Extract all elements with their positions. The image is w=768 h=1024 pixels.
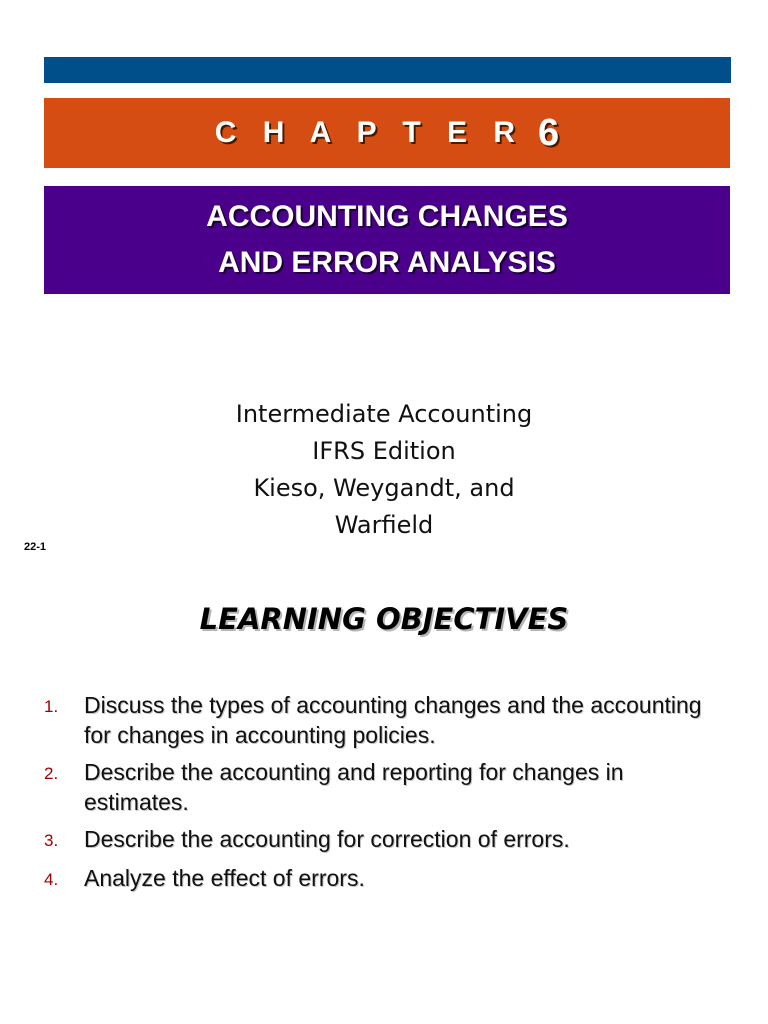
list-item — [44, 824, 734, 856]
objective-text: Describe the accounting for correction of errors. — [84, 826, 570, 852]
chapter-title-line-1: ACCOUNTING CHANGES — [206, 200, 568, 233]
objective-number: 2. — [44, 764, 59, 783]
learning-objectives-list — [44, 690, 734, 902]
objective-text: Describe the accounting and reporting for changes in estimates. — [84, 759, 624, 815]
list-item — [44, 690, 734, 750]
chapter-banner — [44, 98, 730, 168]
objective-text: Analyze the effect of errors. — [84, 865, 365, 891]
objective-text: Discuss the types of accounting changes and the accounting for changes in accounting policies. — [84, 692, 702, 748]
book-authors-line-2: Warfield — [334, 511, 434, 539]
objective-number: 4. — [44, 870, 59, 889]
book-authors-line-1: Kieso, Weygandt, and — [253, 474, 515, 502]
learning-objectives-heading: LEARNING OBJECTIVES — [199, 602, 569, 636]
chapter-label: C H A P T E R — [214, 116, 525, 149]
list-item — [44, 863, 734, 895]
list-item — [44, 757, 734, 817]
chapter-number: 6 — [538, 111, 560, 154]
book-info — [0, 396, 768, 544]
objective-number: 1. — [44, 697, 59, 716]
book-title: Intermediate Accounting — [235, 400, 533, 428]
chapter-title-line-2: AND ERROR ANALYSIS — [218, 246, 556, 279]
slide-number: 22-1 — [24, 541, 47, 553]
book-edition: IFRS Edition — [312, 437, 456, 465]
title-banner — [44, 186, 730, 294]
objective-number: 3. — [44, 831, 59, 850]
top-accent-bar — [44, 57, 731, 83]
